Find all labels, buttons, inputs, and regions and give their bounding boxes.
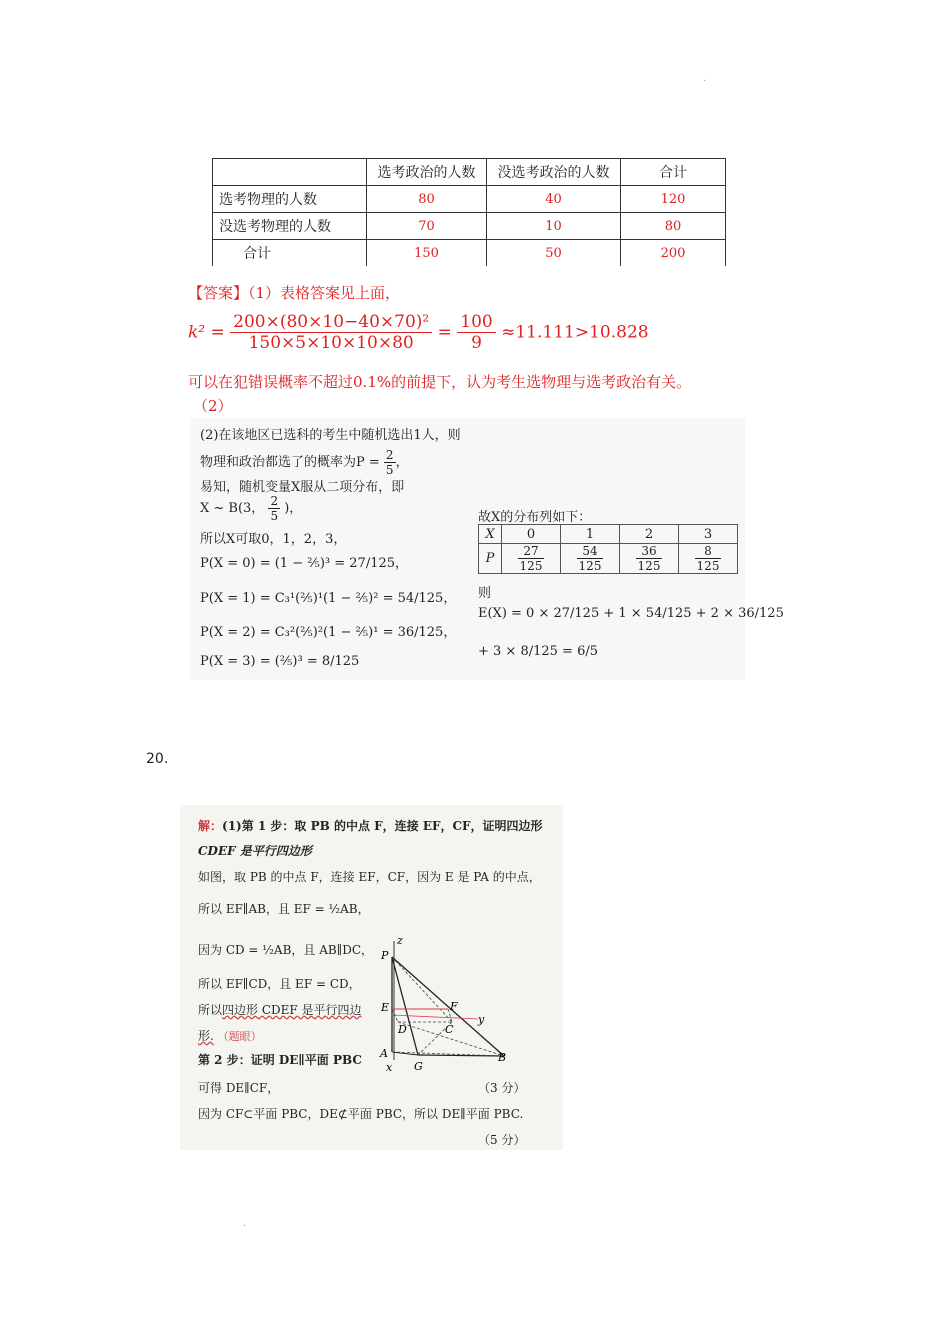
- cell: 50: [487, 240, 621, 267]
- k2-numerator: 200×(80×10−40×70)²: [230, 312, 432, 333]
- scan-line: 所以X可取0，1，2，3，: [200, 532, 347, 547]
- answer-title: 【答案】（1）表格答案见上面，: [188, 284, 401, 302]
- table-corner: [213, 159, 367, 186]
- label-F: F: [450, 1000, 458, 1013]
- dist-x-value: 1: [561, 525, 620, 544]
- fraction-num: 27: [518, 544, 545, 559]
- fraction-num: 2: [385, 448, 394, 462]
- label-G: G: [414, 1060, 423, 1073]
- cell: 80: [621, 213, 726, 240]
- dist-p-label: P: [479, 544, 502, 574]
- dist-p-value: [679, 544, 738, 574]
- dist-p-value: [502, 544, 561, 574]
- fraction-den: 5: [385, 463, 394, 477]
- k2-simplified-numerator: 100: [457, 312, 495, 333]
- scan-text: )，: [284, 501, 303, 516]
- page-dot: .: [243, 1218, 247, 1229]
- scan-text: X ~ B(3，: [200, 501, 265, 516]
- k2-denominator: 150×5×10×10×80: [248, 333, 414, 353]
- row-label: 合计: [213, 240, 367, 267]
- question-number: 20.: [146, 751, 169, 767]
- scan-text: 物理和政治都选了的概率为P =: [200, 455, 380, 470]
- proof-line: 如图，取 PB 的中点 F，连接 EF，CF，因为 E 是 PA 的中点，: [198, 870, 541, 884]
- edge-PG: [392, 957, 418, 1055]
- contingency-table: [212, 158, 726, 266]
- score-label: （3 分）: [478, 1081, 526, 1095]
- fraction-den: 5: [270, 509, 279, 523]
- prob-x3: P(X = 3) = (⅖)³ = 8/125: [200, 654, 360, 669]
- solution-scan-part2: [190, 418, 784, 680]
- proof-line: 所以 EF∥AB，且 EF = ½AB，: [198, 902, 370, 916]
- label-E: E: [381, 1001, 390, 1014]
- cell: 120: [621, 186, 726, 213]
- score-label: （5 分）: [478, 1133, 526, 1147]
- cell: 200: [621, 240, 726, 267]
- step1-heading-cont: CDEF 是平行四边形: [198, 844, 312, 858]
- fraction-den: 125: [696, 559, 720, 573]
- solution-label: 解：: [198, 819, 223, 833]
- label-x: x: [386, 1061, 393, 1074]
- dist-x-value: 0: [502, 525, 561, 544]
- table-row: [213, 186, 726, 213]
- fraction-num: 36: [636, 544, 663, 559]
- fraction: [268, 494, 280, 523]
- row-label: 没选考物理的人数: [213, 213, 367, 240]
- dist-x-value: 3: [679, 525, 738, 544]
- step2-heading: 第 2 步：证明 DE∥平面 PBC: [198, 1053, 362, 1067]
- step1-heading: [198, 817, 543, 834]
- k2-lhs: k² =: [188, 322, 225, 343]
- dist-p-value: [620, 544, 679, 574]
- dist-x-row: [479, 525, 738, 544]
- cell: 10: [487, 213, 621, 240]
- page-dot: .: [703, 73, 707, 84]
- k2-fraction: [230, 312, 432, 353]
- label-y: y: [478, 1013, 485, 1026]
- k2-fraction-simplified: [457, 312, 495, 353]
- table-header: 没选考政治的人数: [487, 159, 621, 186]
- fraction-num: 54: [577, 544, 604, 559]
- pyramid-figure: [378, 935, 508, 1080]
- proof-line: [198, 1027, 262, 1044]
- proof-line: 可得 DE∥CF，: [198, 1081, 280, 1095]
- dist-p-value: [561, 544, 620, 574]
- dist-x-value: 2: [620, 525, 679, 544]
- chi-square-formula: [188, 312, 649, 353]
- scan-line: 易知，随机变量X服从二项分布，即: [200, 480, 405, 495]
- label-C: C: [445, 1023, 454, 1036]
- part2-label: （2）: [193, 397, 233, 415]
- prob-x2: P(X = 2) = C₃²(⅖)²(1 − ⅖)¹ = 36/125，: [200, 625, 457, 640]
- scan-line: (2)在该地区已选科的考生中随机选出1人，则: [200, 428, 461, 443]
- edge-PB: [392, 957, 504, 1056]
- fraction-den: 125: [578, 559, 602, 573]
- table-header: 选考政治的人数: [367, 159, 487, 186]
- cell: 80: [367, 186, 487, 213]
- prob-x0: P(X = 0) = (1 − ⅖)³ = 27/125，: [200, 556, 409, 571]
- row-label: 选考物理的人数: [213, 186, 367, 213]
- dist-title: 故X的分布列如下：: [478, 510, 592, 525]
- fraction-num: 2: [270, 494, 279, 508]
- proof-highlight: 四边形 CDEF 是平行四边: [222, 1003, 362, 1017]
- k2-result: ≈11.111>10.828: [501, 322, 649, 343]
- table-header: 合计: [621, 159, 726, 186]
- k2-simplified-denominator: 9: [471, 333, 482, 353]
- equals-sign: =: [437, 322, 452, 343]
- prob-x1: P(X = 1) = C₃¹(⅖)¹(1 − ⅖)² = 54/125，: [200, 591, 457, 606]
- dist-p-row: [479, 544, 738, 574]
- label-D: D: [398, 1023, 407, 1036]
- proof-line: 因为 CD = ½AB，且 AB∥DC，: [198, 943, 374, 957]
- dist-x-label: X: [479, 525, 502, 544]
- expectation-line2: + 3 × 8/125 = 6/5: [478, 644, 598, 659]
- label-A: A: [380, 1047, 388, 1060]
- fraction: [384, 448, 396, 477]
- scan-line: 物理和政治都选了的概率为P = $\frac{2}{5}$ ，: [200, 448, 409, 477]
- distribution-table: [478, 524, 738, 574]
- proof-highlight: 形.: [198, 1029, 214, 1043]
- proof-line: [198, 1001, 362, 1018]
- fraction-den: 125: [519, 559, 543, 573]
- step1-text: (1)第 1 步：取 PB 的中点 F，连接 EF，CF，证明四边形: [222, 819, 543, 833]
- label-z: z: [397, 935, 403, 947]
- solution-scan-q20: [180, 805, 563, 1150]
- cell: 150: [367, 240, 487, 267]
- table-row: [213, 213, 726, 240]
- fraction-num: 8: [695, 544, 722, 559]
- cell: 40: [487, 186, 621, 213]
- then-label: 则: [478, 586, 492, 601]
- fraction-den: 125: [637, 559, 661, 573]
- cell: 70: [367, 213, 487, 240]
- conclusion: 可以在犯错误概率不超过0.1%的前提下，认为考生选物理与选考政治有关。: [188, 373, 692, 391]
- expectation-line1: E(X) = 0 × 27/125 + 1 × 54/125 + 2 × 36/125: [478, 606, 784, 621]
- label-P: P: [381, 949, 389, 962]
- proof-line: 因为 CF⊂平面 PBC，DE⊄平面 PBC，所以 DE∥平面 PBC.: [198, 1107, 524, 1121]
- key-point-annotation: （题眼）: [217, 1030, 262, 1043]
- table-row: [213, 240, 726, 267]
- label-B: B: [498, 1051, 507, 1064]
- table-header-row: [213, 159, 726, 186]
- y-axis: [392, 1015, 478, 1019]
- proof-text: 所以: [198, 1003, 223, 1017]
- proof-line: 所以 EF∥CD，且 EF = CD，: [198, 977, 361, 991]
- edge-GB: [418, 1055, 504, 1056]
- scan-line: [200, 494, 302, 523]
